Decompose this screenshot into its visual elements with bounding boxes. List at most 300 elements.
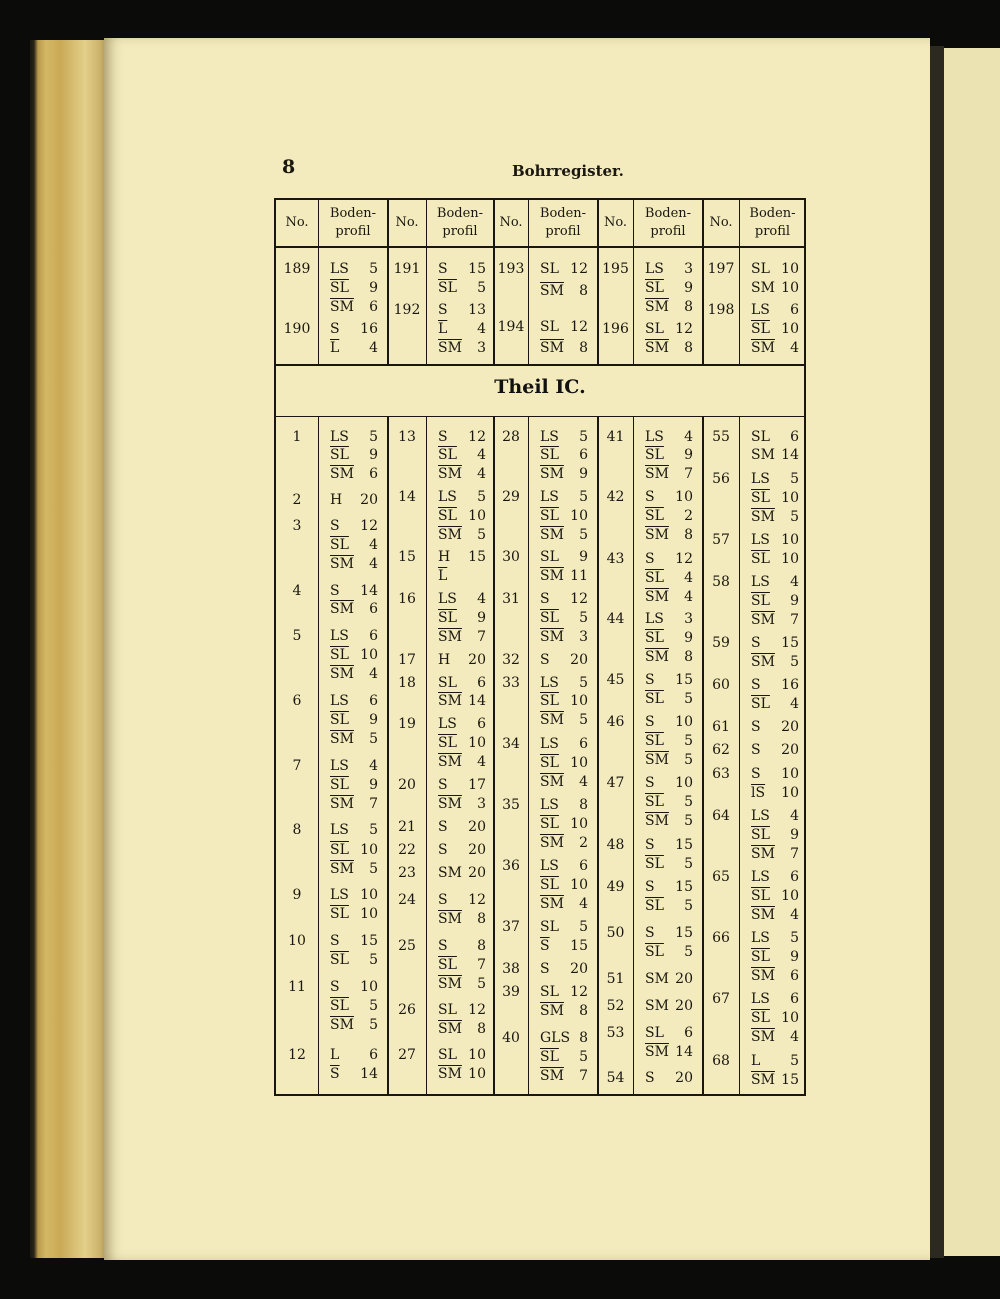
soil-profile-entry xyxy=(438,956,486,974)
soil-code: $\overline{SL}$ xyxy=(645,898,664,914)
header-bodenprofil: Boden- profil xyxy=(539,206,587,239)
soil-profile-entry xyxy=(645,774,693,792)
bore-number: 63 xyxy=(712,766,730,782)
soil-profile-entry xyxy=(751,695,799,713)
soil-code: $\overline{SM}$ xyxy=(645,299,669,315)
soil-profile-entry xyxy=(438,975,486,993)
layer-depth: 9 xyxy=(684,447,693,463)
soil-code: LS xyxy=(540,858,559,874)
layer-depth: 4 xyxy=(790,808,799,824)
soil-code: $\overline{SM}$ xyxy=(645,752,669,768)
soil-profile-entry xyxy=(751,279,799,297)
bore-number: 194 xyxy=(497,319,525,335)
soil-code: $\overline{SL}$ xyxy=(645,280,664,296)
layer-depth: 15 xyxy=(781,1072,799,1088)
soil-code: $\overline{SM}$ xyxy=(751,509,775,525)
soil-code: $\overline{SM}$ xyxy=(438,911,462,927)
layer-depth: 9 xyxy=(790,827,799,843)
layer-depth: 8 xyxy=(579,1003,588,1019)
soil-code: $\overline{S}$ xyxy=(540,938,550,954)
soil-code: LS xyxy=(645,429,664,445)
soil-code: S xyxy=(330,321,340,337)
soil-code: $\overline{SL}$ xyxy=(751,827,770,843)
soil-profile-entry xyxy=(751,634,799,652)
soil-code: S xyxy=(645,925,655,941)
soil-profile-entry xyxy=(645,1043,693,1061)
soil-profile-entry xyxy=(540,488,588,506)
soil-profile-entry xyxy=(540,282,588,300)
soil-code: S xyxy=(751,677,761,693)
layer-depth: 7 xyxy=(790,612,799,628)
layer-depth: 6 xyxy=(684,1025,693,1041)
layer-depth: 20 xyxy=(468,652,486,668)
soil-profile-entry xyxy=(751,868,799,886)
layer-depth: 5 xyxy=(790,930,799,946)
soil-code: $\overline{SL}$ xyxy=(438,447,457,463)
soil-profile-entry xyxy=(540,428,588,446)
soil-profile-entry xyxy=(540,692,588,710)
soil-profile-entry xyxy=(645,943,693,961)
soil-code: $\overline{SL}$ xyxy=(438,280,457,296)
soil-code: $\overline{SM}$ xyxy=(438,466,462,482)
soil-profile-entry xyxy=(540,260,588,278)
header-no: No. xyxy=(395,215,419,230)
bore-number: 12 xyxy=(288,1047,306,1063)
soil-profile-entry xyxy=(645,428,693,446)
soil-profile-entry xyxy=(645,569,693,587)
layer-depth: 10 xyxy=(468,508,486,524)
layer-depth: 9 xyxy=(477,610,486,626)
bore-number: 56 xyxy=(712,471,730,487)
soil-profile-entry xyxy=(751,508,799,526)
soil-code: $\overline{S}$ xyxy=(330,1066,340,1082)
soil-code: S xyxy=(645,714,655,730)
soil-code: $\overline{SM}$ xyxy=(438,527,462,543)
soil-code: SL xyxy=(645,321,664,337)
soil-code: $\overline{SM}$ xyxy=(540,629,564,645)
soil-code: $\overline{SL}$ xyxy=(751,490,770,506)
soil-code: LS xyxy=(751,302,770,318)
soil-profile-entry xyxy=(645,812,693,830)
soil-code: LS xyxy=(751,991,770,1007)
bore-number: 59 xyxy=(712,635,730,651)
soil-code: $\overline{SM}$ xyxy=(751,340,775,356)
bore-number: 48 xyxy=(606,837,625,853)
soil-profile-entry xyxy=(751,718,799,736)
bore-number: 19 xyxy=(398,716,416,732)
bore-number: 7 xyxy=(292,758,302,774)
soil-code: SL xyxy=(751,429,770,445)
soil-code: $\overline{SL}$ xyxy=(645,856,664,872)
soil-code: $\overline{SL}$ xyxy=(645,691,664,707)
soil-code: SL xyxy=(438,1002,457,1018)
soil-code: L xyxy=(751,1053,761,1069)
soil-code: LS xyxy=(645,611,664,627)
soil-code: $\overline{SL}$ xyxy=(751,949,770,965)
soil-profile-entry xyxy=(540,548,588,566)
layer-depth: 5 xyxy=(369,731,378,747)
header-bodenprofil: Boden- profil xyxy=(749,206,796,239)
layer-depth: 15 xyxy=(570,938,588,954)
soil-profile-entry xyxy=(540,876,588,894)
layer-depth: 5 xyxy=(579,675,588,691)
soil-profile-entry xyxy=(645,260,693,278)
layer-depth: 5 xyxy=(369,998,378,1014)
soil-profile-entry xyxy=(540,983,588,1001)
layer-depth: 5 xyxy=(790,509,799,525)
layer-depth: 8 xyxy=(579,283,588,299)
soil-code: $\overline{SL}$ xyxy=(330,906,349,922)
soil-profile-entry xyxy=(330,1065,378,1083)
bore-number: 16 xyxy=(398,591,416,607)
soil-profile-entry xyxy=(540,960,588,978)
layer-depth: 12 xyxy=(468,1002,486,1018)
bore-number: 64 xyxy=(712,808,730,824)
layer-depth: 10 xyxy=(675,775,693,791)
soil-code: LS xyxy=(540,797,559,813)
soil-code: S xyxy=(645,837,655,853)
bore-number: 11 xyxy=(288,979,306,995)
soil-code: $\overline{SL}$ xyxy=(540,1049,559,1065)
bore-number: 22 xyxy=(398,842,416,858)
soil-code: LS xyxy=(330,693,349,709)
soil-code: LS xyxy=(330,758,349,774)
soil-code: $\overline{SM}$ xyxy=(330,556,354,572)
soil-profile-entry xyxy=(330,446,378,464)
soil-profile-entry xyxy=(330,260,378,278)
layer-depth: 10 xyxy=(360,887,378,903)
layer-depth: 4 xyxy=(369,537,378,553)
soil-code: $\overline{SL}$ xyxy=(330,998,349,1014)
soil-code: LS xyxy=(330,261,349,277)
layer-depth: 6 xyxy=(369,601,378,617)
layer-depth: 20 xyxy=(360,492,378,508)
soil-code: S xyxy=(330,518,340,534)
soil-code: $\overline{SM}$ xyxy=(438,1021,462,1037)
layer-depth: 5 xyxy=(369,822,378,838)
layer-depth: 9 xyxy=(369,280,378,296)
soil-code: $\overline{SL}$ xyxy=(438,957,457,973)
bore-number: 27 xyxy=(398,1047,416,1063)
soil-code: S xyxy=(751,766,761,782)
soil-profile-entry xyxy=(330,320,378,338)
layer-depth: 7 xyxy=(579,1068,588,1084)
bore-number: 46 xyxy=(606,714,625,730)
soil-profile-entry xyxy=(540,651,588,669)
soil-profile-entry xyxy=(540,735,588,753)
soil-code: $\overline{SL}$ xyxy=(330,447,349,463)
layer-depth: 12 xyxy=(570,319,588,335)
soil-code: $\overline{SM}$ xyxy=(645,1044,669,1060)
layer-depth: 5 xyxy=(369,261,378,277)
layer-depth: 4 xyxy=(684,570,693,586)
soil-profile-entry xyxy=(438,734,486,752)
soil-profile-entry xyxy=(540,754,588,772)
soil-code: $\overline{SL}$ xyxy=(330,842,349,858)
layer-depth: 8 xyxy=(684,340,693,356)
soil-code: $\overline{SL}$ xyxy=(330,537,349,553)
layer-depth: 10 xyxy=(781,766,799,782)
layer-depth: 10 xyxy=(675,489,693,505)
soil-code: $\overline{SM}$ xyxy=(330,299,354,315)
soil-code: $\overline{SL}$ xyxy=(540,816,559,832)
layer-depth: 12 xyxy=(675,551,693,567)
book-edge-left xyxy=(30,40,110,1258)
soil-code: SM xyxy=(438,865,462,881)
soil-code: $\overline{SL}$ xyxy=(540,877,559,893)
soil-profile-entry xyxy=(438,1020,486,1038)
borehole-table xyxy=(274,198,806,1096)
soil-profile-entry xyxy=(751,826,799,844)
soil-code: $\overline{SL}$ xyxy=(438,508,457,524)
soil-profile-entry xyxy=(330,757,378,775)
layer-depth: 12 xyxy=(468,892,486,908)
soil-profile-entry xyxy=(330,711,378,729)
soil-profile-entry xyxy=(751,1028,799,1046)
layer-depth: 6 xyxy=(579,858,588,874)
layer-depth: 8 xyxy=(579,1030,588,1046)
soil-profile-entry xyxy=(438,891,486,909)
layer-depth: 10 xyxy=(570,877,588,893)
soil-profile-entry xyxy=(330,821,378,839)
soil-code: LS xyxy=(438,716,457,732)
layer-depth: 20 xyxy=(570,652,588,668)
layer-depth: 5 xyxy=(684,856,693,872)
soil-code: $\overline{SM}$ xyxy=(330,666,354,682)
layer-depth: 20 xyxy=(675,971,693,987)
layer-depth: 15 xyxy=(675,672,693,688)
soil-code: S xyxy=(330,583,340,599)
soil-code: GLS xyxy=(540,1030,571,1046)
bore-number: 1 xyxy=(292,429,302,445)
layer-depth: 8 xyxy=(684,299,693,315)
layer-depth: 8 xyxy=(579,340,588,356)
bore-number: 18 xyxy=(398,675,416,691)
soil-code: S xyxy=(751,635,761,651)
soil-profile-entry xyxy=(330,1046,378,1064)
soil-profile-entry xyxy=(330,339,378,357)
layer-depth: 12 xyxy=(570,261,588,277)
layer-depth: 9 xyxy=(369,777,378,793)
column-rule xyxy=(318,416,319,1096)
soil-profile-entry xyxy=(438,753,486,771)
soil-profile-entry xyxy=(438,1065,486,1083)
soil-code: $\overline{SM}$ xyxy=(330,466,354,482)
header-no: No. xyxy=(285,215,309,230)
bore-number: 32 xyxy=(502,652,520,668)
soil-profile-entry xyxy=(540,1002,588,1020)
soil-profile-entry xyxy=(438,715,486,733)
soil-profile-entry xyxy=(330,491,378,509)
bore-number: 26 xyxy=(398,1002,416,1018)
bore-number: 36 xyxy=(502,858,520,874)
bore-number: 47 xyxy=(606,775,625,791)
soil-code: H xyxy=(438,549,451,565)
soil-profile-entry xyxy=(438,818,486,836)
layer-depth: 4 xyxy=(477,466,486,482)
soil-profile-entry xyxy=(438,567,486,585)
soil-code: S xyxy=(645,489,655,505)
bore-number: 52 xyxy=(606,998,625,1014)
soil-profile-entry xyxy=(330,951,378,969)
layer-depth: 12 xyxy=(360,518,378,534)
soil-code: SM xyxy=(751,447,775,463)
soil-code: S xyxy=(751,719,761,735)
soil-code: $\overline{SM}$ xyxy=(751,846,775,862)
soil-code: $\overline{SL}$ xyxy=(438,610,457,626)
soil-code: S xyxy=(438,429,448,445)
row-rule xyxy=(276,364,804,366)
soil-profile-entry xyxy=(330,465,378,483)
soil-profile-entry xyxy=(645,878,693,896)
soil-code: $\overline{SM}$ xyxy=(751,968,775,984)
facing-page-edge xyxy=(944,48,1000,1256)
row-rule xyxy=(276,416,804,417)
soil-code: LS xyxy=(751,869,770,885)
soil-profile-entry xyxy=(751,531,799,549)
soil-profile-entry xyxy=(645,648,693,666)
soil-profile-entry xyxy=(645,550,693,568)
header-no: No. xyxy=(603,215,628,230)
soil-code: S xyxy=(645,775,655,791)
bore-number: 53 xyxy=(606,1025,625,1041)
layer-depth: 10 xyxy=(360,906,378,922)
layer-depth: 14 xyxy=(468,693,486,709)
layer-depth: 5 xyxy=(684,898,693,914)
layer-depth: 15 xyxy=(360,933,378,949)
header-bodenprofil: Boden- profil xyxy=(436,206,484,239)
layer-depth: 7 xyxy=(684,466,693,482)
soil-profile-entry xyxy=(330,932,378,950)
soil-code: $\overline{SM}$ xyxy=(438,629,462,645)
soil-profile-entry xyxy=(751,929,799,947)
layer-depth: 5 xyxy=(579,489,588,505)
soil-code: LS xyxy=(645,261,664,277)
soil-profile-entry xyxy=(438,651,486,669)
soil-code: $\overline{SM}$ xyxy=(645,466,669,482)
soil-profile-entry xyxy=(540,711,588,729)
bore-number: 40 xyxy=(502,1030,520,1046)
soil-profile-entry xyxy=(645,588,693,606)
soil-profile-entry xyxy=(645,713,693,731)
layer-depth: 4 xyxy=(369,666,378,682)
running-head: Bohrregister. xyxy=(512,162,624,180)
layer-depth: 6 xyxy=(369,693,378,709)
soil-profile-entry xyxy=(645,1024,693,1042)
soil-profile-entry xyxy=(330,905,378,923)
soil-profile-entry xyxy=(540,834,588,852)
layer-depth: 10 xyxy=(781,785,799,801)
soil-code: S xyxy=(540,591,550,607)
layer-depth: 4 xyxy=(369,340,378,356)
layer-depth: 5 xyxy=(684,752,693,768)
layer-depth: 5 xyxy=(579,1049,588,1065)
soil-profile-entry xyxy=(645,279,693,297)
soil-code: $\overline{SL}$ xyxy=(540,447,559,463)
bore-number: 8 xyxy=(292,822,302,838)
soil-code: $\overline{SL}$ xyxy=(330,952,349,968)
soil-profile-entry xyxy=(751,320,799,338)
soil-code: SL xyxy=(645,1025,664,1041)
layer-depth: 9 xyxy=(790,949,799,965)
soil-code: $\overline{SM}$ xyxy=(438,754,462,770)
soil-code: SL xyxy=(540,984,559,1000)
bore-number: 41 xyxy=(606,429,625,445)
soil-profile-entry xyxy=(438,260,486,278)
soil-profile-entry xyxy=(540,567,588,585)
soil-code: $\overline{SM}$ xyxy=(438,340,462,356)
bore-number: 37 xyxy=(502,919,520,935)
soil-profile-entry xyxy=(645,997,693,1015)
layer-depth: 4 xyxy=(684,589,693,605)
layer-depth: 14 xyxy=(781,447,799,463)
soil-profile-entry xyxy=(751,967,799,985)
bore-number: 25 xyxy=(398,938,416,954)
layer-depth: 8 xyxy=(684,649,693,665)
layer-depth: 6 xyxy=(790,302,799,318)
layer-depth: 10 xyxy=(468,1047,486,1063)
soil-code: $\overline{SM}$ xyxy=(751,612,775,628)
soil-profile-entry xyxy=(330,517,378,535)
soil-profile-entry xyxy=(645,526,693,544)
layer-depth: 5 xyxy=(477,527,486,543)
soil-code: $\overline{SL}$ xyxy=(438,735,457,751)
soil-code: $\overline{SM}$ xyxy=(645,340,669,356)
soil-code: LS xyxy=(330,429,349,445)
layer-depth: 8 xyxy=(477,911,486,927)
layer-depth: 5 xyxy=(579,527,588,543)
layer-depth: 4 xyxy=(477,321,486,337)
book-gutter xyxy=(930,46,944,1258)
layer-depth: 5 xyxy=(477,280,486,296)
soil-profile-entry xyxy=(645,1069,693,1087)
soil-code: $\overline{SM}$ xyxy=(330,796,354,812)
bore-number: 14 xyxy=(398,489,416,505)
layer-depth: 13 xyxy=(468,302,486,318)
layer-depth: 10 xyxy=(468,735,486,751)
soil-profile-entry xyxy=(751,887,799,905)
soil-profile-entry xyxy=(330,776,378,794)
layer-depth: 4 xyxy=(477,447,486,463)
soil-code: $\overline{SL}$ xyxy=(645,570,664,586)
soil-profile-entry xyxy=(751,845,799,863)
header-bodenprofil: Boden- profil xyxy=(644,206,692,239)
soil-profile-entry xyxy=(330,428,378,446)
layer-depth: 7 xyxy=(369,796,378,812)
soil-code: S xyxy=(438,842,448,858)
layer-depth: 6 xyxy=(579,736,588,752)
layer-depth: 5 xyxy=(579,610,588,626)
layer-depth: 15 xyxy=(781,635,799,651)
bore-number: 29 xyxy=(502,489,520,505)
soil-code: $\overline{SL}$ xyxy=(645,944,664,960)
soil-code: S xyxy=(645,551,655,567)
layer-depth: 6 xyxy=(790,968,799,984)
bore-number: 39 xyxy=(502,984,520,1000)
layer-depth: 12 xyxy=(570,984,588,1000)
soil-code: $\overline{SM}$ xyxy=(540,774,564,790)
bore-number: 2 xyxy=(292,492,302,508)
soil-code: LS xyxy=(751,532,770,548)
layer-depth: 4 xyxy=(369,758,378,774)
layer-depth: 4 xyxy=(790,340,799,356)
soil-code: LS xyxy=(330,822,349,838)
soil-profile-entry xyxy=(751,446,799,464)
layer-depth: 6 xyxy=(477,675,486,691)
soil-profile-entry xyxy=(540,628,588,646)
layer-depth: 20 xyxy=(570,961,588,977)
soil-code: $\overline{SM}$ xyxy=(751,1072,775,1088)
